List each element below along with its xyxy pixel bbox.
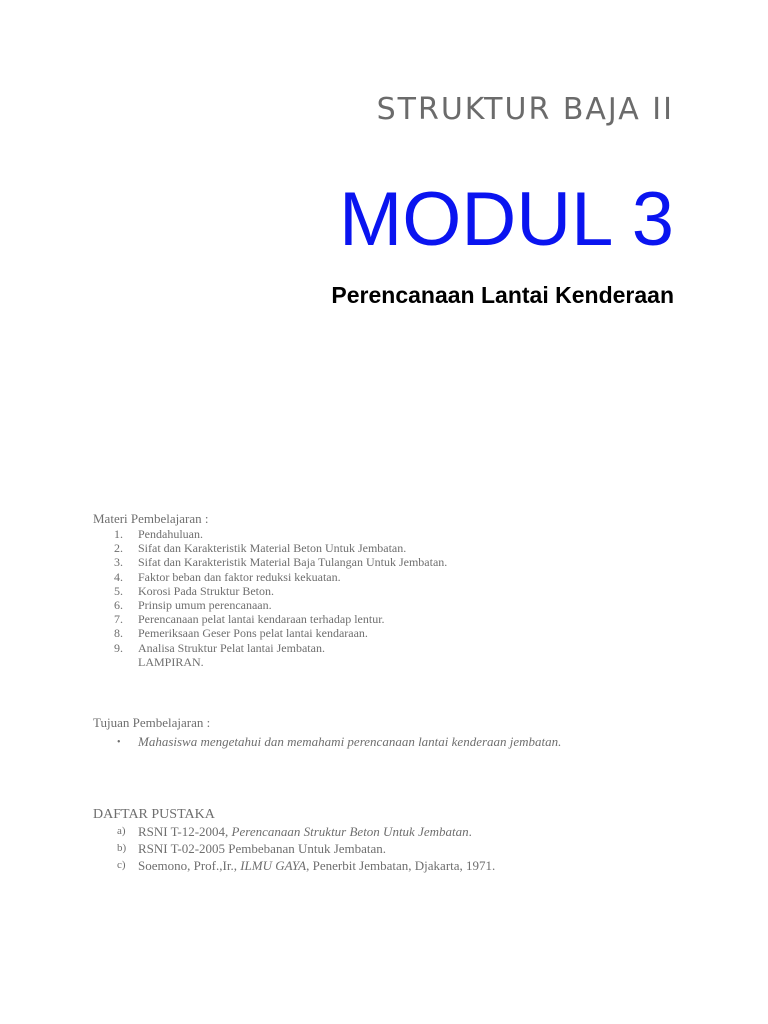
- reference-title: Perencanaan Struktur Beton Untuk Jembatan: [231, 824, 469, 839]
- materi-item: [93, 598, 447, 612]
- bullet-icon: •: [117, 736, 121, 748]
- reference-item: [93, 840, 495, 857]
- materi-item-text: Perencanaan pelat lantai kendaraan terhadap lentur.: [138, 612, 385, 627]
- materi-item: [93, 555, 447, 569]
- materi-heading: Materi Pembelajaran :: [93, 511, 209, 526]
- reference-title: ILMU GAYA: [240, 858, 307, 873]
- materi-item-text: Analisa Struktur Pelat lantai Jembatan.: [138, 640, 325, 655]
- materi-item: [93, 641, 447, 655]
- materi-item-text: Prinsip umum perencanaan.: [138, 598, 272, 613]
- materi-item-number: 1.: [114, 527, 123, 541]
- materi-item-number: 5.: [114, 583, 123, 598]
- pustaka-section: [93, 807, 495, 874]
- materi-item-text: Pemeriksaan Geser Pons pelat lantai kendaraan.: [138, 626, 368, 641]
- materi-item-number: 7.: [114, 612, 123, 627]
- reference-item: [93, 857, 495, 874]
- lampiran-label: LAMPIRAN.: [138, 654, 204, 669]
- course-title: STRUKTUR BAJA II: [376, 92, 674, 127]
- reference-item: [93, 823, 495, 840]
- materi-item: [93, 541, 447, 555]
- reference-letter: c): [117, 859, 126, 871]
- reference-letter: b): [117, 842, 127, 854]
- materi-item-text: Sifat dan Karakteristik Material Baja Tulangan Untuk Jembatan.: [138, 555, 448, 570]
- tujuan-section: [93, 716, 561, 750]
- tujuan-text: Mahasiswa mengetahui dan memahami perencanaan lantai kenderaan jembatan.: [138, 734, 562, 749]
- materi-item-number: 3.: [114, 555, 123, 570]
- materi-item: [93, 612, 447, 626]
- materi-item: [93, 584, 447, 598]
- materi-section: [93, 512, 447, 669]
- module-title: MODUL 3: [338, 177, 674, 262]
- materi-item-number: 9.: [114, 640, 123, 655]
- materi-item-text: Faktor beban dan faktor reduksi kekuatan.: [138, 569, 341, 584]
- materi-item-number: 4.: [114, 569, 123, 584]
- materi-item-number: 8.: [114, 626, 123, 641]
- materi-item-text: Korosi Pada Struktur Beton.: [138, 583, 274, 598]
- pustaka-list: [93, 823, 495, 874]
- tujuan-item: [93, 734, 561, 750]
- reference-tail: .: [468, 824, 472, 839]
- module-subtitle: Perencanaan Lantai Kenderaan: [331, 282, 674, 308]
- materi-item-text: Sifat dan Karakteristik Material Beton Untuk Jembatan.: [138, 541, 407, 556]
- tujuan-heading: Tujuan Pembelajaran :: [93, 715, 211, 730]
- reference-text: RSNI T-12-2004,: [138, 824, 232, 839]
- pustaka-heading: DAFTAR PUSTAKA: [93, 807, 215, 822]
- materi-item-number: 6.: [114, 598, 123, 613]
- reference-text: RSNI T-02-2005 Pembebanan Untuk Jembatan.: [138, 841, 387, 856]
- materi-item: [93, 570, 447, 584]
- materi-item: [93, 527, 447, 541]
- reference-text: Soemono, Prof.,Ir.,: [138, 858, 241, 873]
- materi-item-text: Pendahuluan.: [138, 527, 203, 541]
- materi-item-number: 2.: [114, 541, 123, 556]
- reference-letter: a): [117, 825, 126, 837]
- reference-tail: , Penerbit Jembatan, Djakarta, 1971.: [306, 858, 496, 873]
- materi-list: [93, 527, 447, 655]
- materi-item: [93, 626, 447, 640]
